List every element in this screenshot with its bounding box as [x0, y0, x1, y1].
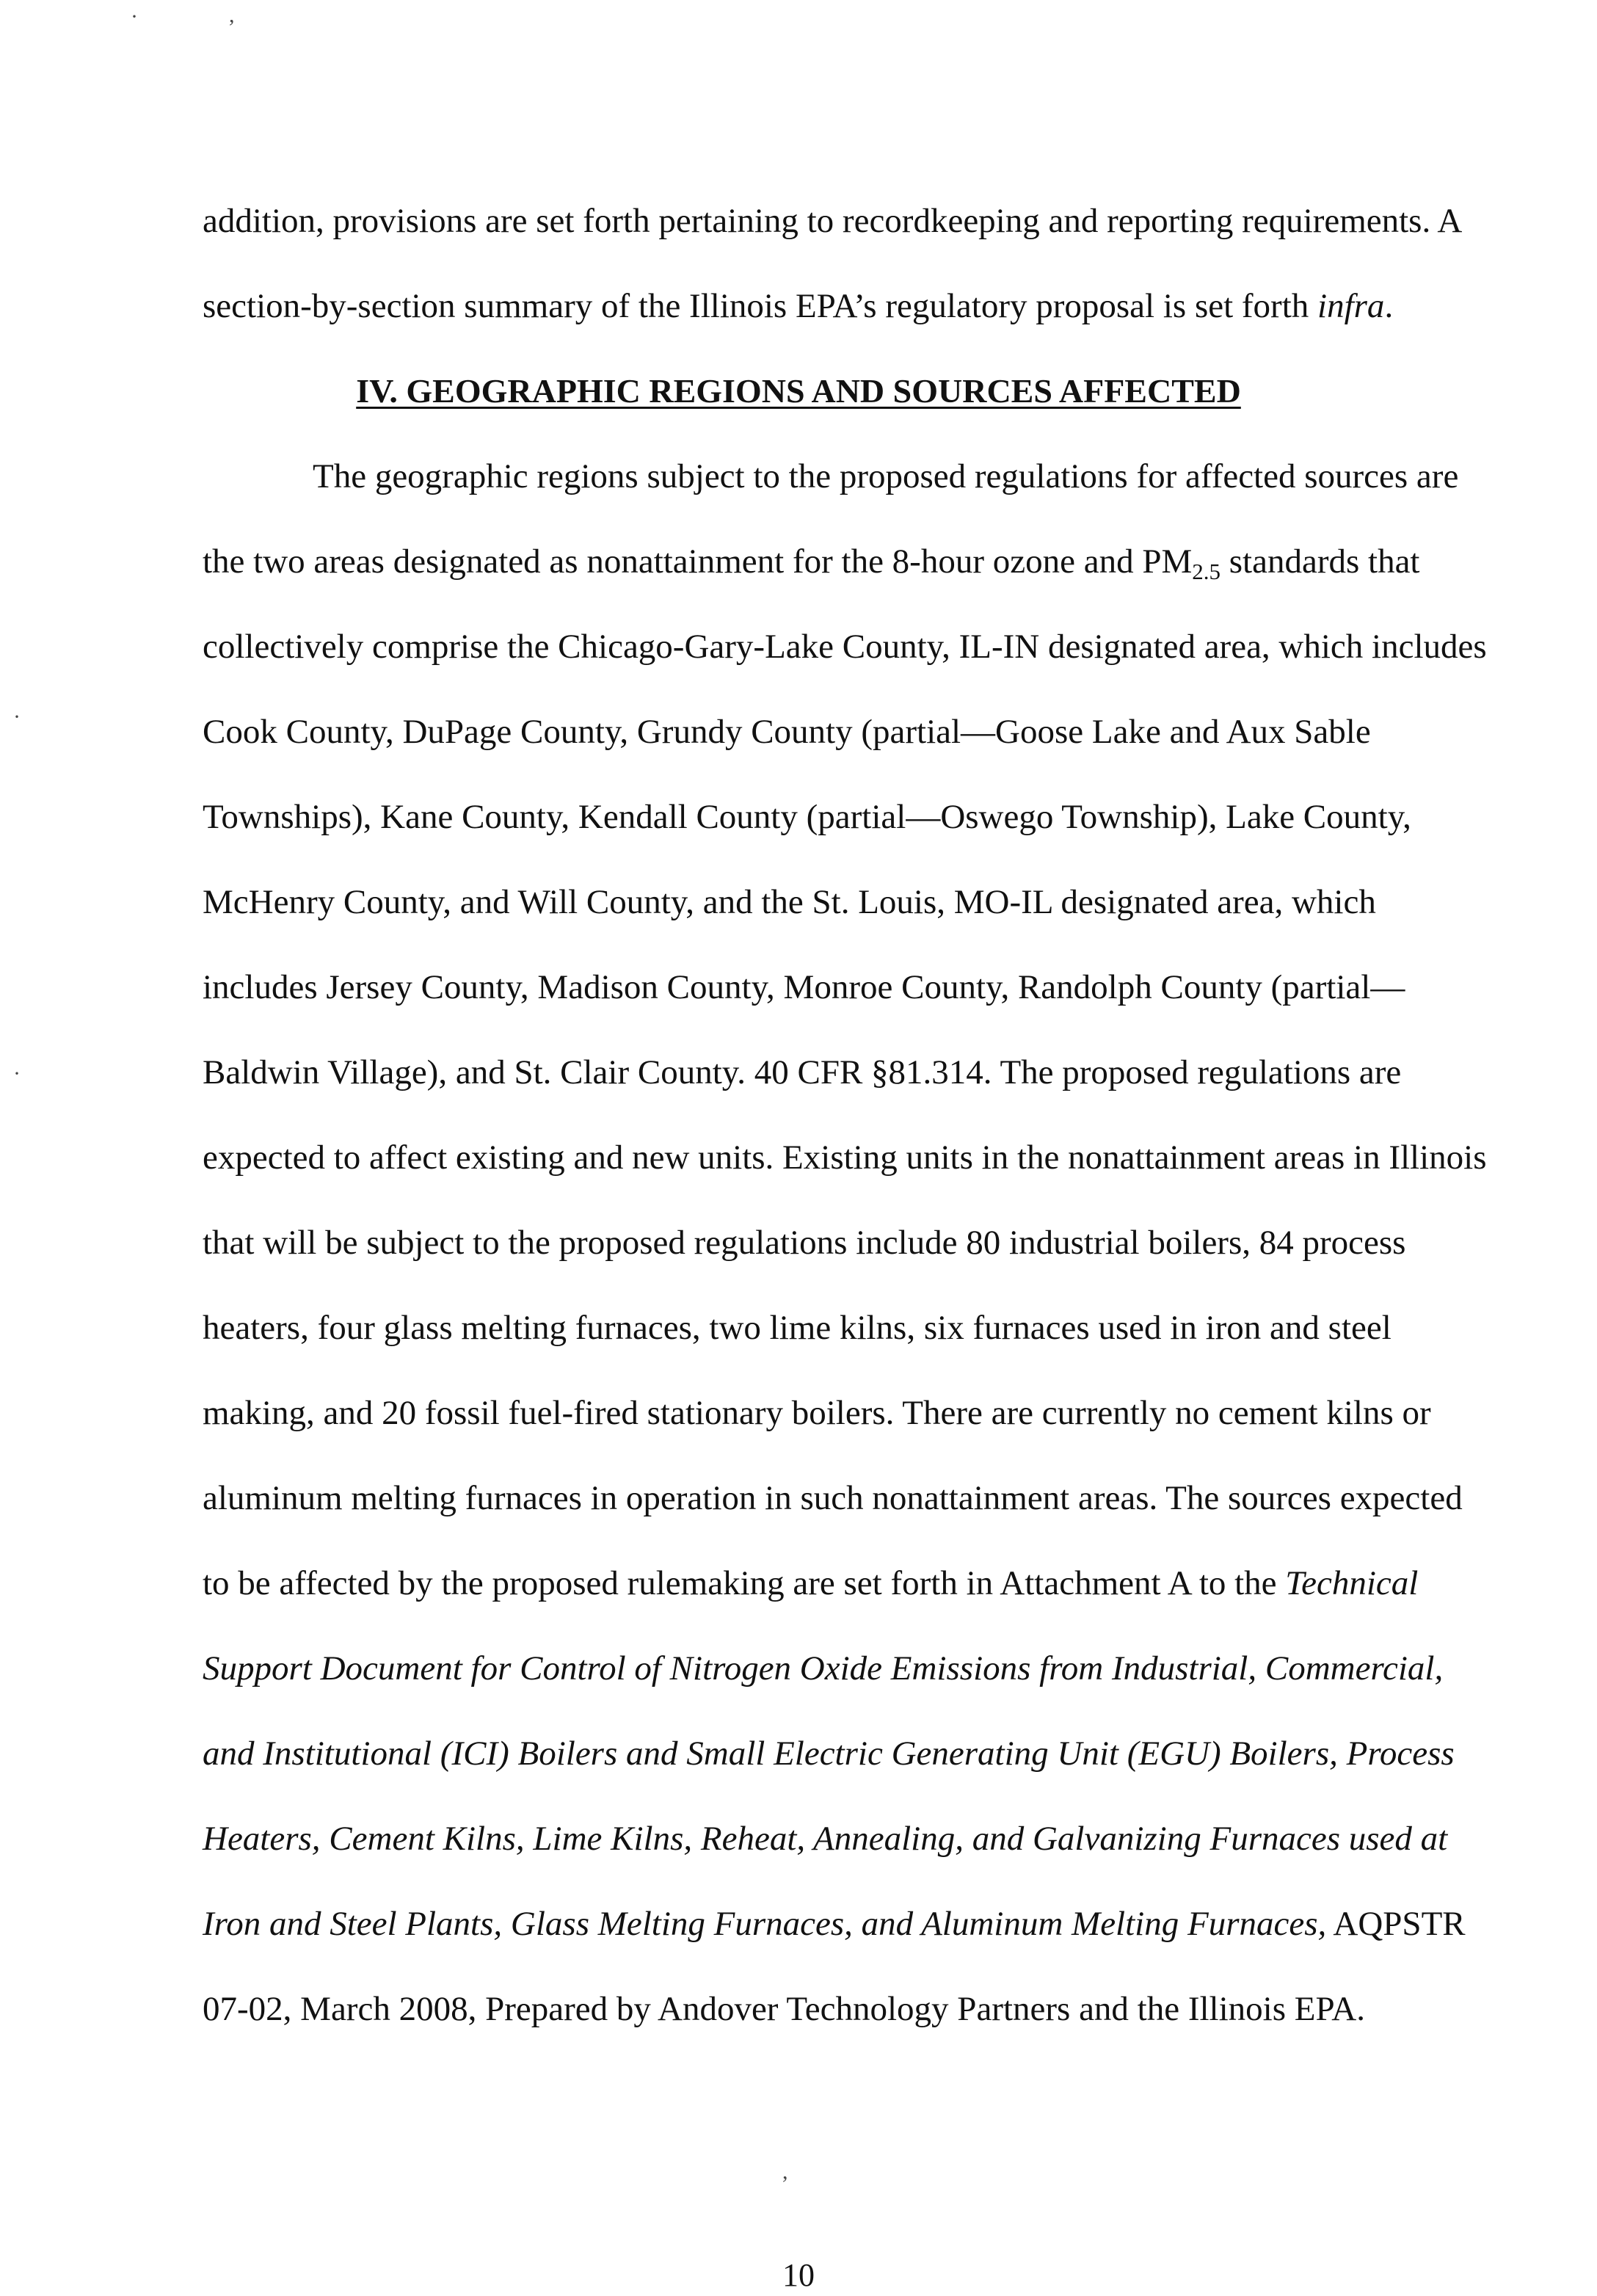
text-line: addition, provisions are set forth pertaining to recordkeeping and reporting requirements. A — [203, 202, 1463, 240]
text-line — [203, 1903, 1466, 1944]
text-line — [203, 1563, 1418, 1604]
scan-mark: · — [13, 1061, 21, 1086]
scan-mark: , — [782, 2159, 788, 2184]
italic-term: infra — [1317, 287, 1385, 325]
text-line-body: the two areas designated as nonattainment for the 8-hour ozone and PM — [203, 542, 1193, 581]
text-line: The geographic regions subject to the proposed regulations for affected sources are — [313, 457, 1459, 495]
text-line — [203, 286, 1393, 327]
document-title: and Institutional (ICI) Boilers and Small Electric Generating Unit (EGU) Boilers, Process — [203, 1734, 1455, 1773]
text-line: expected to affect existing and new units. Existing units in the nonattainment areas in Illinois — [203, 1138, 1487, 1177]
text-line-body: to be affected by the proposed rulemaking are set forth in Attachment A to the — [203, 1564, 1286, 1602]
scan-mark: , — [229, 3, 235, 27]
text-line: 07-02, March 2008, Prepared by Andover Technology Partners and the Illinois EPA. — [203, 1990, 1366, 2028]
text-line: that will be subject to the proposed regulations include 80 industrial boilers, 84 process — [203, 1224, 1406, 1262]
sentence-end: . — [1384, 287, 1394, 325]
text-line: McHenry County, and Will County, and the St. Louis, MO-IL designated area, which — [203, 883, 1376, 921]
scan-mark: · — [13, 705, 21, 729]
text-line: Townships), Kane County, Kendall County (partial—Oswego Township), Lake County, — [203, 798, 1411, 836]
text-line — [203, 541, 1420, 592]
text-line: heaters, four glass melting furnaces, two lime kilns, six furnaces used in iron and steel — [203, 1309, 1392, 1347]
pm-subscript: 2.5 — [1192, 559, 1221, 584]
citation-text: AQPSTR — [1326, 1905, 1466, 1943]
document-title: Iron and Steel Plants, Glass Melting Furnaces, and Aluminum Melting Furnaces, — [203, 1905, 1327, 1943]
text-line: collectively comprise the Chicago-Gary-Lake County, IL-IN designated area, which includes — [203, 628, 1487, 666]
section-heading-text: IV. GEOGRAPHIC REGIONS AND SOURCES AFFECTED — [356, 372, 1241, 410]
scan-mark: · — [131, 4, 138, 29]
text-line-body: section-by-section summary of the Illinois EPA’s regulatory proposal is set forth — [203, 287, 1318, 325]
text-line: Baldwin Village), and St. Clair County. 40 CFR §81.314. The proposed regulations are — [203, 1053, 1402, 1091]
text-line: Cook County, DuPage County, Grundy County (partial—Goose Lake and Aux Sable — [203, 713, 1371, 751]
text-line-tail: standards that — [1221, 542, 1420, 581]
text-line: includes Jersey County, Madison County, Monroe County, Randolph County (partial— — [203, 968, 1405, 1006]
text-line: aluminum melting furnaces in operation in such nonattainment areas. The sources expected — [203, 1479, 1463, 1517]
document-title: Technical — [1285, 1564, 1419, 1602]
page-number: 10 — [782, 2257, 815, 2293]
document-title: Support Document for Control of Nitrogen Oxide Emissions from Industrial, Commercial, — [203, 1649, 1444, 1688]
text-line: making, and 20 fossil fuel-fired stationary boilers. There are currently no cement kilns or — [203, 1394, 1431, 1432]
document-title: Heaters, Cement Kilns, Lime Kilns, Reheat, Annealing, and Galvanizing Furnaces used at — [203, 1820, 1448, 1858]
section-heading — [0, 371, 1597, 412]
